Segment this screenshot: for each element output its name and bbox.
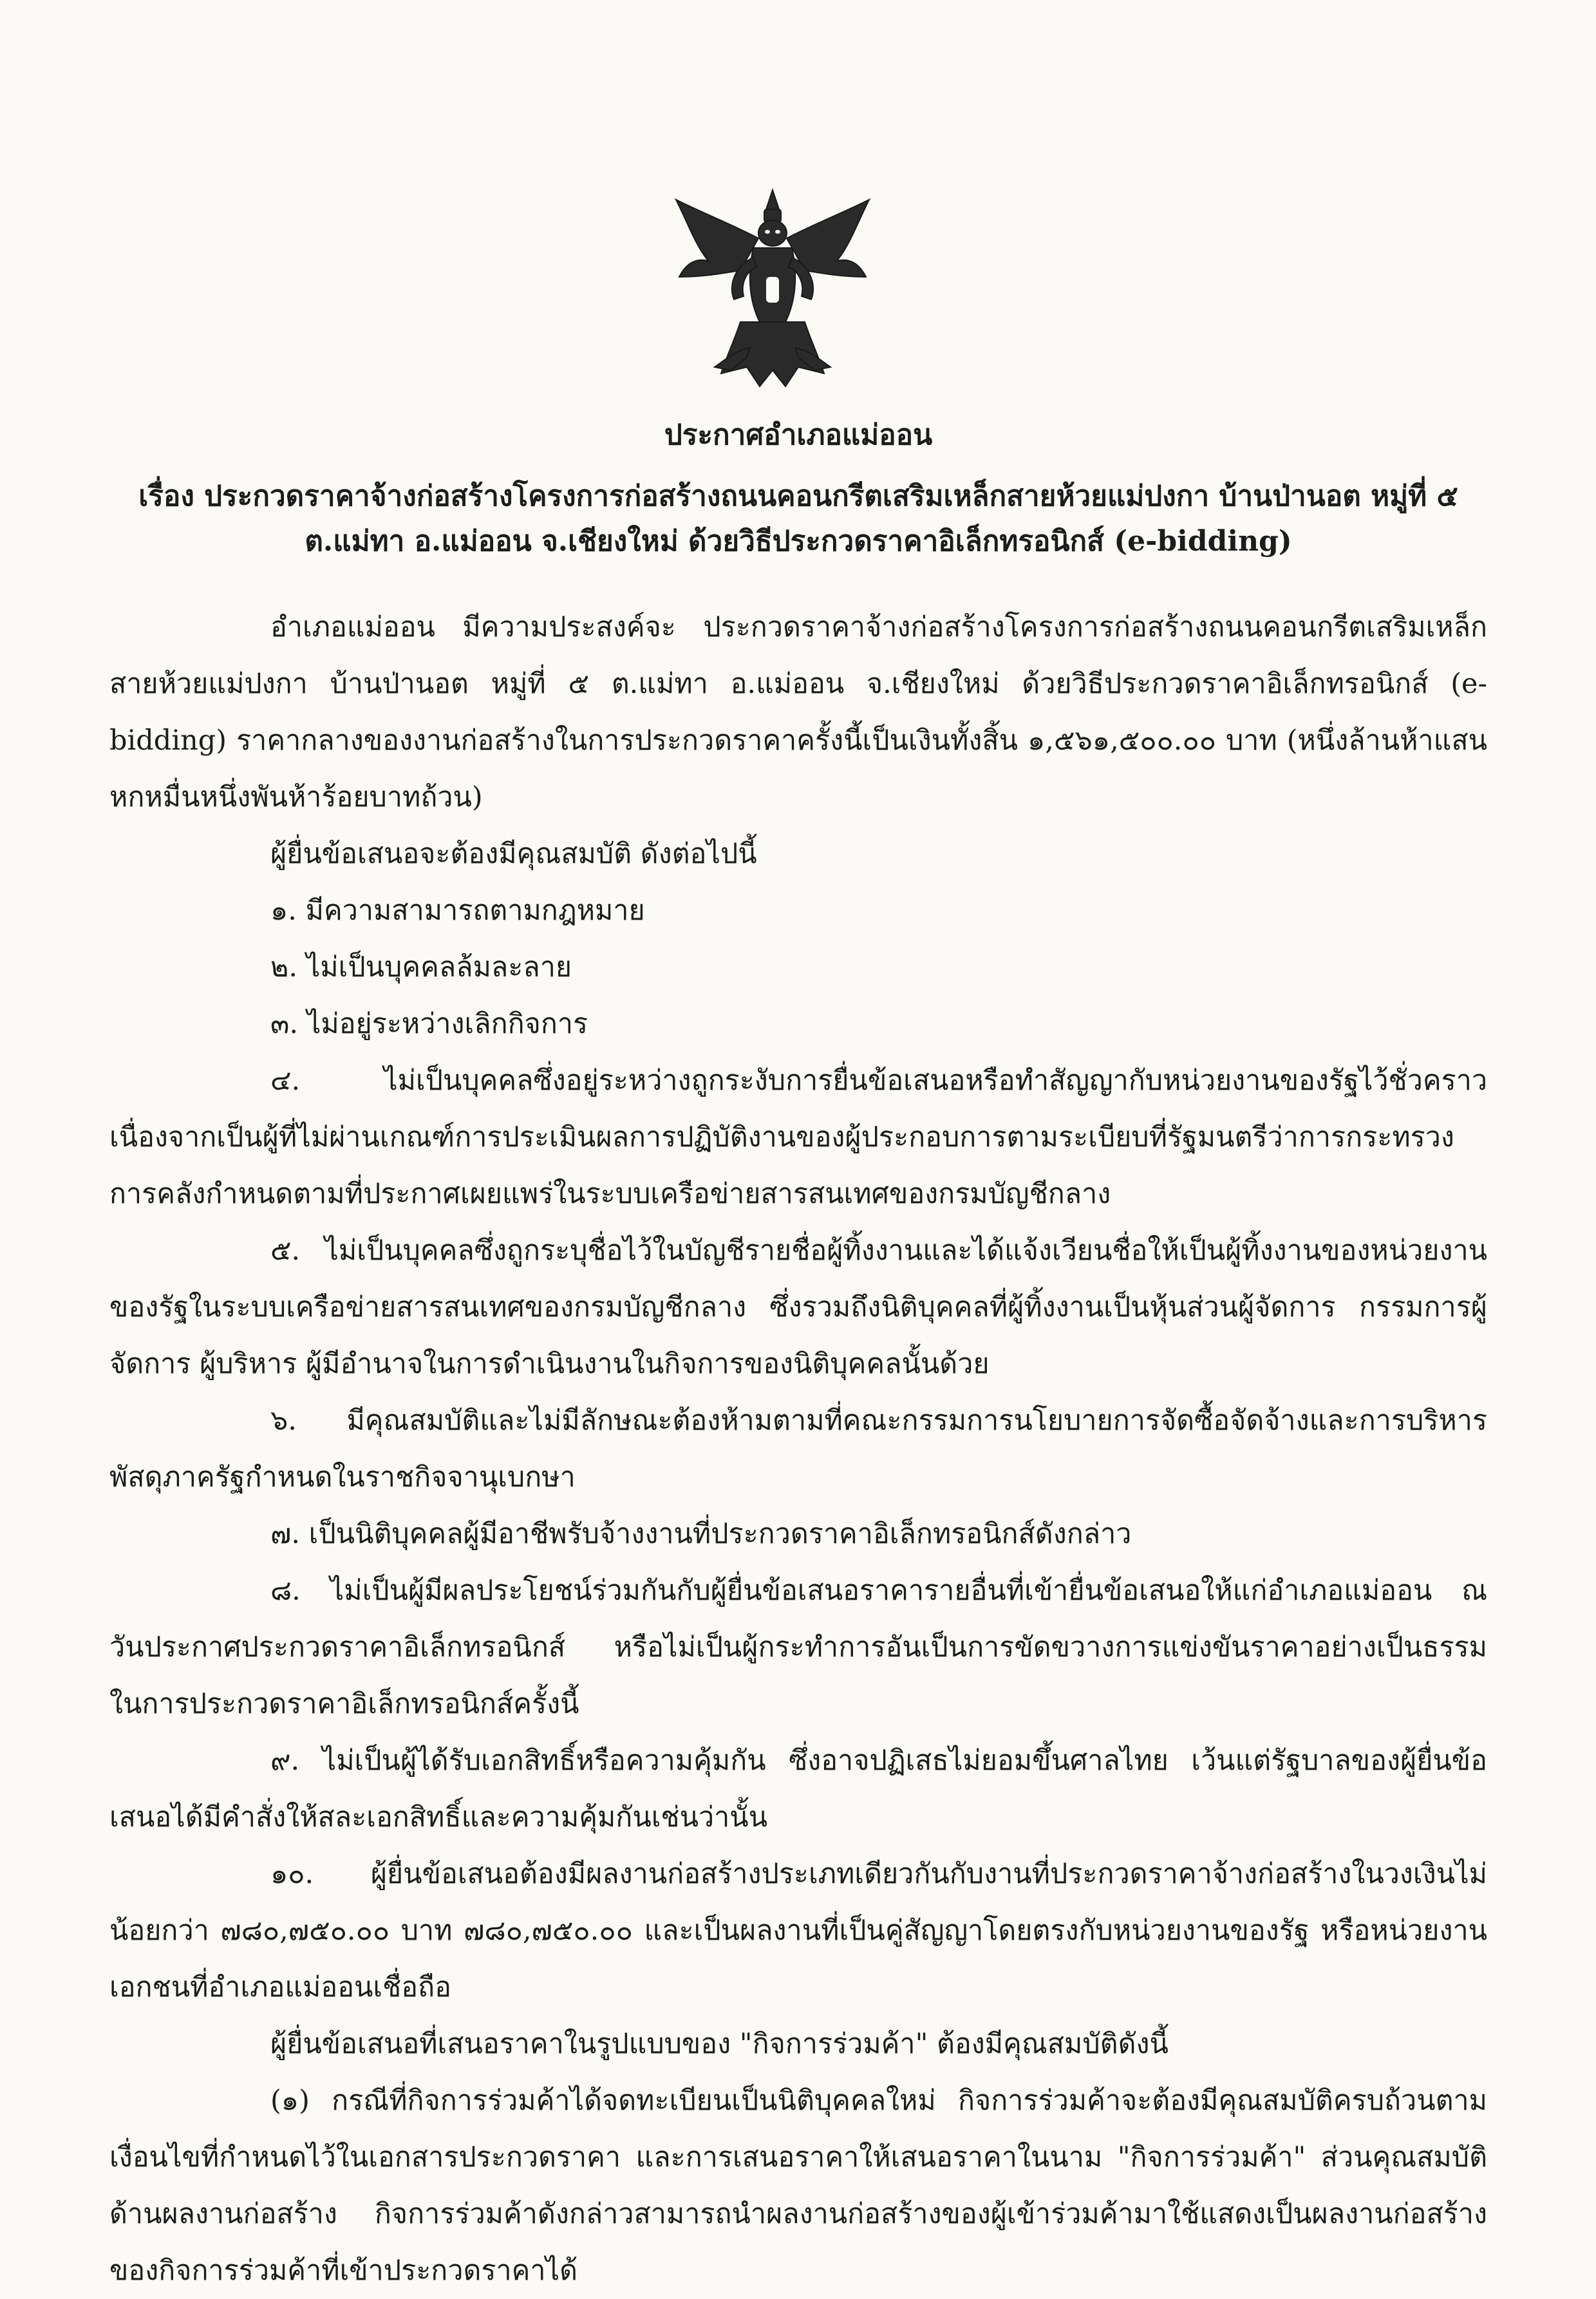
- qualification-item-1: ๑. มีความสามารถตามกฎหมาย: [270, 894, 645, 927]
- announcement-body: [109, 599, 1487, 2299]
- qualification-item-5: ๕. ไม่เป็นบุคคลซึ่งถูกระบุชื่อไว้ในบัญชีรายชื่อผู้ทิ้งงานและได้แจ้งเวียนชื่อให้เป็นผู้ทิ้งงานของหน่วยงานของรัฐในระบบเครือข่ายสารสนเทศของกรมบัญชีกลาง ซึ่งรวมถึงนิติบุคคลที่ผู้ทิ้งงานเป็นหุ้นส่วนผู้จัดการ กรรมการผู้จัดการ ผู้บริหาร ผู้มีอำนาจในการดำเนินงานในกิจการของนิติบุคคลนั้นด้วย: [109, 1235, 1487, 1380]
- joint-venture-intro: ผู้ยื่นข้อเสนอที่เสนอราคาในรูปแบบของ "กิจการร่วมค้า" ต้องมีคุณสมบัติดังนี้: [270, 2028, 1169, 2060]
- qualification-item-4: ๔. ไม่เป็นบุคคลซึ่งอยู่ระหว่างถูกระงับการยื่นข้อเสนอหรือทำสัญญากับหน่วยงานของรัฐไว้ชั่วคราว เนื่องจากเป็นผู้ที่ไม่ผ่านเกณฑ์การประเมินผลการปฏิบัติงานของผู้ประกอบการตามระเบียบที่รัฐมนตรีว่าการกระทรวงการคลังกำหนดตามที่ประกาศเผยแพร่ในระบบเครือข่ายสารสนเทศของกรมบัญชีกลาง: [109, 1064, 1487, 1210]
- qualification-item-2: ๒. ไม่เป็นบุคคลล้มละลาย: [270, 951, 572, 983]
- qualification-item-9: ๙. ไม่เป็นผู้ได้รับเอกสิทธิ์หรือความคุ้มกัน ซึ่งอาจปฏิเสธไม่ยอมขึ้นศาลไทย เว้นแต่รัฐบาลของผู้ยื่นข้อเสนอได้มีคำสั่งให้สละเอกสิทธิ์และความคุ้มกันเช่นว่านั้น: [109, 1745, 1487, 1833]
- qualification-item-3: ๓. ไม่อยู่ระหว่างเลิกกิจการ: [270, 1008, 588, 1040]
- announcement-subject-line-1: เรื่อง ประกวดราคาจ้างก่อสร้างโครงการก่อสร้างถนนคอนกรีตเสริมเหล็กสายห้วยแม่ปงกา บ้านป่านอต หมู่ที่ ๕: [138, 480, 1458, 513]
- announcement-agency-title: ประกาศอำเภอแม่ออน: [664, 419, 933, 451]
- announcement-subject-line-2: ต.แม่ทา อ.แม่ออน จ.เชียงใหม่ ด้วยวิธีประกวดราคาอิเล็กทรอนิกส์ (e-bidding): [305, 525, 1292, 558]
- joint-venture-item-1: (๑) กรณีที่กิจการร่วมค้าได้จดทะเบียนเป็นนิติบุคคลใหม่ กิจการร่วมค้าจะต้องมีคุณสมบัติครบถ้วนตามเงื่อนไขที่กำหนดไว้ในเอกสารประกวดราคา และการเสนอราคาให้เสนอราคาในนาม "กิจการร่วมค้า" ส่วนคุณสมบัติด้านผลงานก่อสร้าง กิจการร่วมค้าดังกล่าวสามารถนำผลงานก่อสร้างของผู้เข้าร่วมค้ามาใช้แสดงเป็นผลงานก่อสร้างของกิจการร่วมค้าที่เข้าประกวดราคาได้: [109, 2085, 1487, 2287]
- qualification-item-6: ๖. มีคุณสมบัติและไม่มีลักษณะต้องห้ามตามที่คณะกรรมการนโยบายการจัดซื้อจัดจ้างและการบริหารพัสดุภาครัฐกำหนดในราชกิจจานุเบกษา: [109, 1405, 1487, 1493]
- qualification-item-10: ๑๐. ผู้ยื่นข้อเสนอต้องมีผลงานก่อสร้างประเภทเดียวกันกับงานที่ประกวดราคาจ้างก่อสร้างในวงเงินไม่น้อยกว่า ๗๘๐,๗๕๐.๐๐ บาท ๗๘๐,๗๕๐.๐๐ และเป็นผลงานที่เป็นคู่สัญญาโดยตรงกับหน่วยงานของรัฐ หรือหน่วยงานเอกชนที่อำเภอแม่ออนเชื่อถือ: [109, 1858, 1487, 2003]
- qualification-intro: ผู้ยื่นข้อเสนอจะต้องมีคุณสมบัติ ดังต่อไปนี้: [270, 838, 757, 870]
- intro-paragraph: อำเภอแม่ออน มีความประสงค์จะ ประกวดราคาจ้างก่อสร้างโครงการก่อสร้างถนนคอนกรีตเสริมเหล็กสายห้วยแม่ปงกา บ้านป่านอต หมู่ที่ ๕ ต.แม่ทา อ.แม่ออน จ.เชียงใหม่ ด้วยวิธีประกวดราคาอิเล็กทรอนิกส์ (e-bidding) ราคากลางของงานก่อสร้างในการประกวดราคาครั้งนี้เป็นเงินทั้งสิ้น ๑,๕๖๑,๕๐๐.๐๐ บาท (หนึ่งล้านห้าแสนหกหมื่นหนึ่งพันห้าร้อยบาทถ้วน): [109, 611, 1487, 813]
- qualification-item-7: ๗. เป็นนิติบุคคลผู้มีอาชีพรับจ้างงานที่ประกวดราคาอิเล็กทรอนิกส์ดังกล่าว: [270, 1518, 1132, 1550]
- garuda-emblem-icon: [663, 187, 882, 399]
- qualification-item-8: ๘. ไม่เป็นผู้มีผลประโยชน์ร่วมกันกับผู้ยื่นข้อเสนอราคารายอื่นที่เข้ายื่นข้อเสนอให้แก่อำเภอแม่ออน ณ วันประกาศประกวดราคาอิเล็กทรอนิกส์ หรือไม่เป็นผู้กระทำการอันเป็นการขัดขวางการแข่งขันราคาอย่างเป็นธรรม ในการประกวดราคาอิเล็กทรอนิกส์ครั้งนี้: [109, 1575, 1487, 1720]
